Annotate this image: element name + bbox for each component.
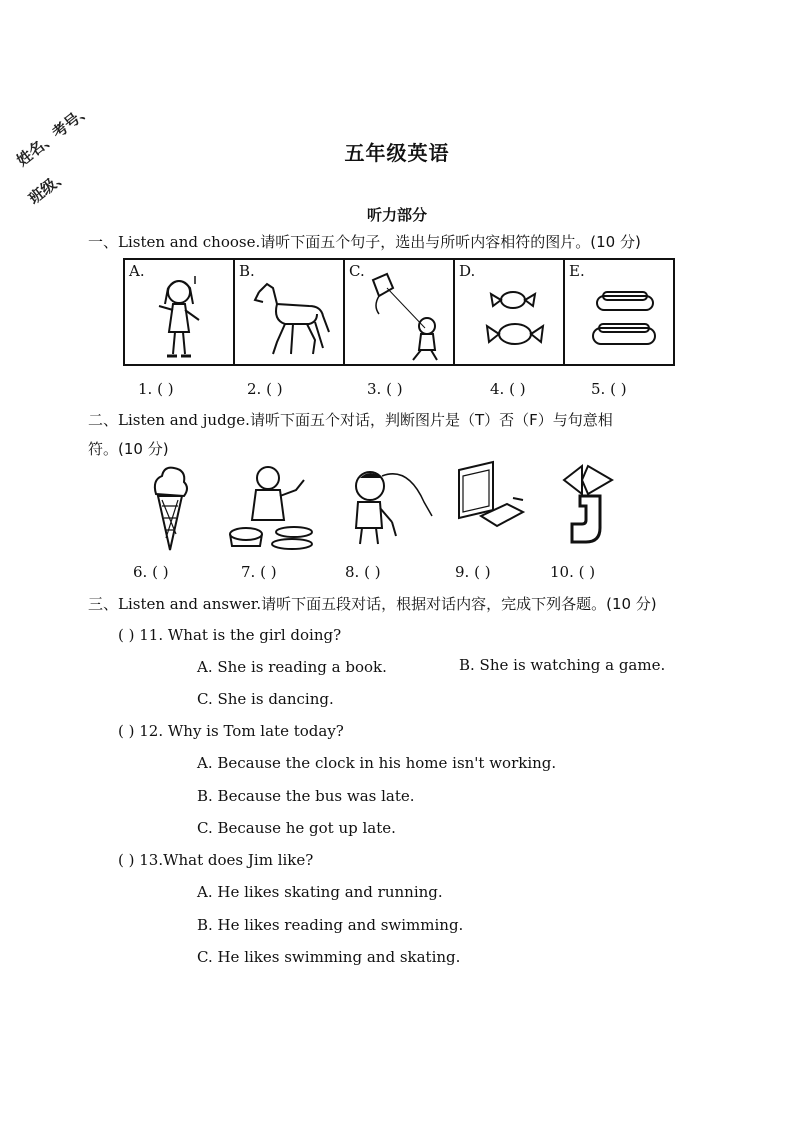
picture-cell-c [345, 260, 455, 364]
q13-option-b[interactable]: B. He likes reading and swimming. [197, 916, 464, 934]
computer-icon [453, 460, 531, 540]
q11-option-a[interactable]: A. She is reading a book. [197, 658, 387, 676]
section3-number: 三、 [88, 595, 119, 613]
section2-heading [88, 406, 613, 464]
ice-cream-icon [148, 464, 192, 554]
candy-icon [463, 270, 555, 364]
q13-option-a[interactable]: A. He likes skating and running. [197, 883, 443, 901]
section3-chinese: 请听下面五段对话，根据对话内容，完成下列各题。(10 分) [261, 595, 657, 613]
q12-option-a[interactable]: A. Because the clock in his home isn't working. [197, 754, 557, 772]
question-13: ( ) 13.What does Jim like? [118, 851, 314, 869]
q12-option-b[interactable]: B. Because the bus was late. [197, 787, 415, 805]
answer-10[interactable]: 10. ( ) [550, 563, 596, 581]
cell-label: D. [459, 262, 476, 280]
boy-with-net-icon [348, 466, 438, 548]
answer-5[interactable]: 5. ( ) [591, 380, 627, 398]
section1-english: Listen and choose. [118, 233, 261, 251]
section3-heading [88, 590, 657, 619]
cell-label: C. [349, 262, 365, 280]
cell-label: B. [239, 262, 255, 280]
picture-cell-d [455, 260, 565, 364]
section3-english: Listen and answer. [118, 595, 262, 613]
q11-option-b[interactable]: B. She is watching a game. [459, 656, 666, 674]
cooking-woman-icon [222, 460, 322, 552]
question-12: ( ) 12. Why is Tom late today? [118, 722, 344, 740]
section2-chinese-line1: 请听下面五个对话，判断图片是（T）否（F）与句意相 [249, 411, 613, 429]
picture-grid [123, 258, 675, 366]
answer-7[interactable]: 7. ( ) [241, 563, 277, 581]
picture-cell-e [565, 260, 673, 364]
section-subtitle: 听力部分 [366, 206, 427, 224]
question-11: ( ) 11. What is the girl doing? [118, 626, 342, 644]
section1-chinese: 请听下面五个句子，选出与所听内容相符的图片。(10 分) [260, 233, 641, 251]
section1-number: 一、 [88, 233, 119, 251]
q12-option-c[interactable]: C. Because he got up late. [197, 819, 396, 837]
answer-1[interactable]: 1. ( ) [138, 380, 174, 398]
section1-heading [88, 228, 641, 257]
section2-number: 二、 [88, 411, 119, 429]
cell-label: A. [129, 262, 145, 280]
hot-dog-icon [573, 270, 665, 364]
answer-4[interactable]: 4. ( ) [490, 380, 526, 398]
answer-9[interactable]: 9. ( ) [455, 563, 491, 581]
stamp-line-class: 班级、 [25, 165, 72, 208]
section2-chinese-line2: 符。(10 分) [88, 440, 169, 458]
dancing-girl-icon [133, 270, 225, 364]
answer-8[interactable]: 8. ( ) [345, 563, 381, 581]
q11-option-c[interactable]: C. She is dancing. [197, 690, 334, 708]
answer-3[interactable]: 3. ( ) [367, 380, 403, 398]
cell-label: E. [569, 262, 585, 280]
page-title: 五年级英语 [344, 141, 450, 165]
horse-icon [243, 270, 335, 364]
stamp-line-name: 姓名、考号、 [13, 100, 96, 170]
answer-6[interactable]: 6. ( ) [133, 563, 169, 581]
picture-cell-a [125, 260, 235, 364]
boy-flying-kite-icon [353, 270, 445, 364]
picture-cell-b [235, 260, 345, 364]
number-puzzle-icon [560, 462, 616, 546]
q13-option-c[interactable]: C. He likes swimming and skating. [197, 948, 461, 966]
section2-english: Listen and judge. [118, 411, 250, 429]
answer-2[interactable]: 2. ( ) [247, 380, 283, 398]
